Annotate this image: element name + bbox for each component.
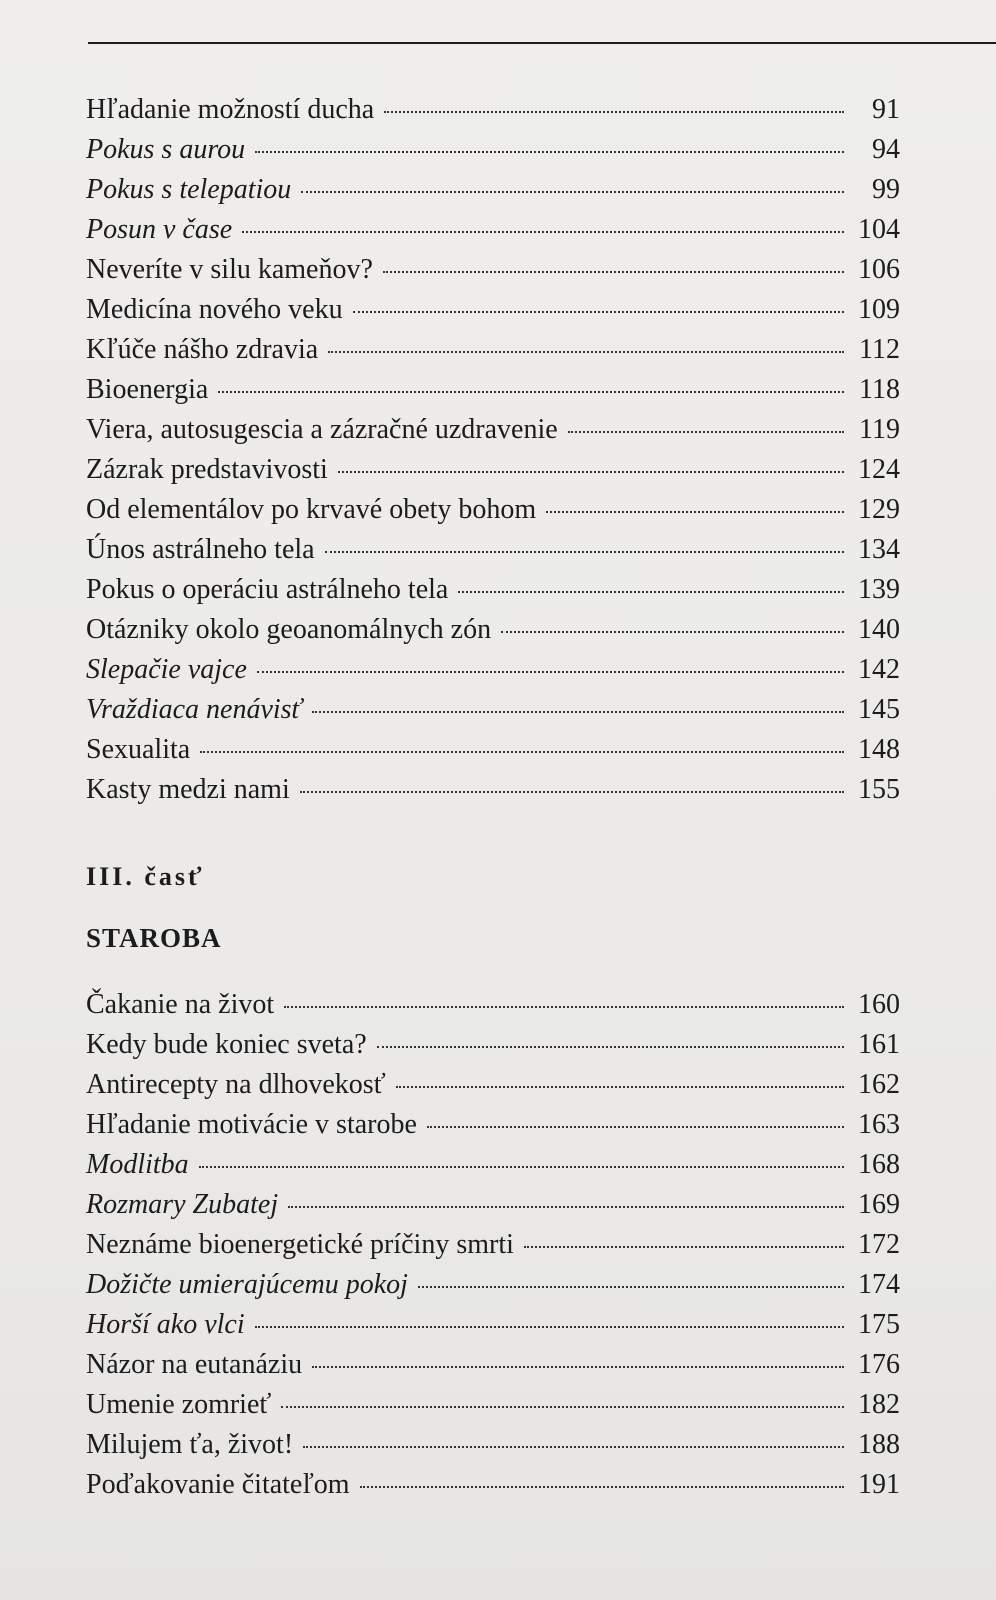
toc-entry-title: Posun v čase: [86, 214, 233, 245]
dot-leader: [418, 1286, 844, 1288]
dot-leader: [257, 671, 844, 673]
toc-entry-page-number: 104: [858, 214, 900, 245]
dot-leader: [384, 111, 844, 113]
dot-leader: [568, 431, 844, 433]
table-of-contents-part-2: [86, 90, 900, 810]
toc-entry-title: Názor na eutanáziu: [86, 1349, 303, 1380]
toc-entry-title: Poďakovanie čitateľom: [86, 1469, 350, 1500]
toc-entry-page-number: 155: [858, 774, 900, 805]
toc-entry: [86, 370, 900, 410]
toc-entry-title: Antirecepty na dlhovekosť: [86, 1069, 386, 1100]
dot-leader: [360, 1486, 844, 1488]
toc-entry-title: Pokus o operáciu astrálneho tela: [86, 574, 449, 605]
toc-entry-page-number: 119: [859, 414, 900, 445]
toc-entry: [86, 690, 900, 730]
toc-entry: [86, 90, 900, 130]
toc-entry-page-number: 148: [858, 734, 900, 765]
toc-entry: [86, 1025, 900, 1065]
toc-entry-page-number: 160: [858, 989, 900, 1020]
dot-leader: [300, 791, 844, 793]
dot-leader: [353, 311, 844, 313]
dot-leader: [218, 391, 844, 393]
toc-entry: [86, 490, 900, 530]
toc-entry-title: Čakanie na život: [86, 989, 275, 1020]
dot-leader: [288, 1206, 844, 1208]
toc-entry: [86, 250, 900, 290]
dot-leader: [312, 711, 844, 713]
toc-entry: [86, 450, 900, 490]
toc-entry-page-number: 91: [872, 94, 900, 125]
toc-entry-page-number: 140: [858, 614, 900, 645]
toc-entry-title: Horší ako vlci: [86, 1309, 245, 1340]
toc-entry-page-number: 174: [858, 1269, 900, 1300]
toc-entry-page-number: 142: [858, 654, 900, 685]
toc-entry-page-number: 112: [859, 334, 900, 365]
toc-entry-page-number: 94: [872, 134, 900, 165]
dot-leader: [242, 231, 844, 233]
toc-entry-title: Umenie zomrieť: [86, 1389, 272, 1420]
toc-entry: [86, 610, 900, 650]
toc-entry: [86, 530, 900, 570]
dot-leader: [501, 631, 844, 633]
toc-entry-page-number: 162: [858, 1069, 900, 1100]
toc-entry-page-number: 124: [858, 454, 900, 485]
dot-leader: [427, 1126, 844, 1128]
toc-entry-title: Medicína nového veku: [86, 294, 343, 325]
dot-leader: [377, 1046, 844, 1048]
toc-entry-page-number: 139: [858, 574, 900, 605]
toc-entry-title: Viera, autosugescia a zázračné uzdravenie: [86, 414, 558, 445]
section-title: STAROBA: [86, 923, 222, 953]
toc-entry-title: Pokus s telepatiou: [86, 174, 292, 205]
toc-entry-title: Neveríte v silu kameňov?: [86, 254, 373, 285]
toc-entry-title: Hľadanie motivácie v starobe: [86, 1109, 417, 1140]
toc-entry-page-number: 129: [858, 494, 900, 525]
toc-entry: [86, 770, 900, 810]
toc-entry: [86, 1185, 900, 1225]
toc-entry-page-number: 109: [858, 294, 900, 325]
toc-entry: [86, 1105, 900, 1145]
toc-entry-title: Vraždiaca nenávisť: [86, 694, 302, 725]
dot-leader: [338, 471, 844, 473]
toc-entry-title: Od elementálov po krvavé obety bohom: [86, 494, 537, 525]
toc-entry-title: Kľúče nášho zdravia: [86, 334, 319, 365]
toc-entry: [86, 410, 900, 450]
toc-entry-title: Sexualita: [86, 734, 191, 765]
toc-entry: [86, 1065, 900, 1105]
toc-entry-title: Rozmary Zubatej: [86, 1189, 279, 1220]
toc-entry-page-number: 175: [858, 1309, 900, 1340]
toc-entry: [86, 290, 900, 330]
dot-leader: [383, 271, 844, 273]
toc-entry-page-number: 176: [858, 1349, 900, 1380]
toc-entry-page-number: 118: [859, 374, 900, 405]
toc-entry-page-number: 163: [858, 1109, 900, 1140]
toc-entry: [86, 130, 900, 170]
toc-entry-page-number: 188: [858, 1429, 900, 1460]
toc-entry-page-number: 182: [858, 1389, 900, 1420]
toc-entry: [86, 330, 900, 370]
toc-entry: [86, 1265, 900, 1305]
toc-entry-title: Bioenergia: [86, 374, 209, 405]
dot-leader: [255, 151, 844, 153]
toc-entry-title: Kasty medzi nami: [86, 774, 290, 805]
top-rule: [88, 42, 996, 44]
toc-entry-title: Otázniky okolo geoanomálnych zón: [86, 614, 492, 645]
toc-entry: [86, 1305, 900, 1345]
toc-entry-page-number: 106: [858, 254, 900, 285]
toc-entry-page-number: 161: [858, 1029, 900, 1060]
toc-entry: [86, 1225, 900, 1265]
toc-entry: [86, 650, 900, 690]
toc-entry-title: Modlitba: [86, 1149, 189, 1180]
dot-leader: [200, 751, 844, 753]
toc-entry-title: Neznáme bioenergetické príčiny smrti: [86, 1229, 514, 1260]
toc-entry-page-number: 191: [858, 1469, 900, 1500]
toc-entry-title: Kedy bude koniec sveta?: [86, 1029, 367, 1060]
toc-entry: [86, 210, 900, 250]
dot-leader: [325, 551, 844, 553]
toc-entry-title: Milujem ťa, život!: [86, 1429, 294, 1460]
toc-entry: [86, 170, 900, 210]
toc-entry-page-number: 168: [858, 1149, 900, 1180]
toc-entry-page-number: 134: [858, 534, 900, 565]
toc-entry-page-number: 99: [872, 174, 900, 205]
toc-entry-page-number: 145: [858, 694, 900, 725]
toc-entry: [86, 1425, 900, 1465]
toc-entry-title: Dožičte umierajúcemu pokoj: [86, 1269, 408, 1300]
dot-leader: [312, 1366, 844, 1368]
dot-leader: [328, 351, 844, 353]
toc-entry: [86, 730, 900, 770]
dot-leader: [255, 1326, 844, 1328]
part-label: III. časť: [86, 862, 205, 891]
toc-entry-page-number: 172: [858, 1229, 900, 1260]
toc-entry: [86, 1385, 900, 1425]
dot-leader: [396, 1086, 844, 1088]
toc-entry-title: Hľadanie možností ducha: [86, 94, 375, 125]
toc-entry-title: Únos astrálneho tela: [86, 534, 315, 565]
dot-leader: [284, 1006, 844, 1008]
toc-entry: [86, 985, 900, 1025]
toc-entry-title: Zázrak predstavivosti: [86, 454, 328, 485]
toc-entry-title: Slepačie vajce: [86, 654, 247, 685]
dot-leader: [546, 511, 844, 513]
dot-leader: [303, 1446, 844, 1448]
toc-entry: [86, 1345, 900, 1385]
toc-entry: [86, 1145, 900, 1185]
dot-leader: [301, 191, 844, 193]
toc-entry-title: Pokus s aurou: [86, 134, 246, 165]
dot-leader: [199, 1166, 844, 1168]
dot-leader: [281, 1406, 844, 1408]
table-of-contents-part-3: [86, 985, 900, 1505]
toc-entry-page-number: 169: [858, 1189, 900, 1220]
toc-entry: [86, 1465, 900, 1505]
toc-entry: [86, 570, 900, 610]
dot-leader: [458, 591, 844, 593]
dot-leader: [524, 1246, 844, 1248]
